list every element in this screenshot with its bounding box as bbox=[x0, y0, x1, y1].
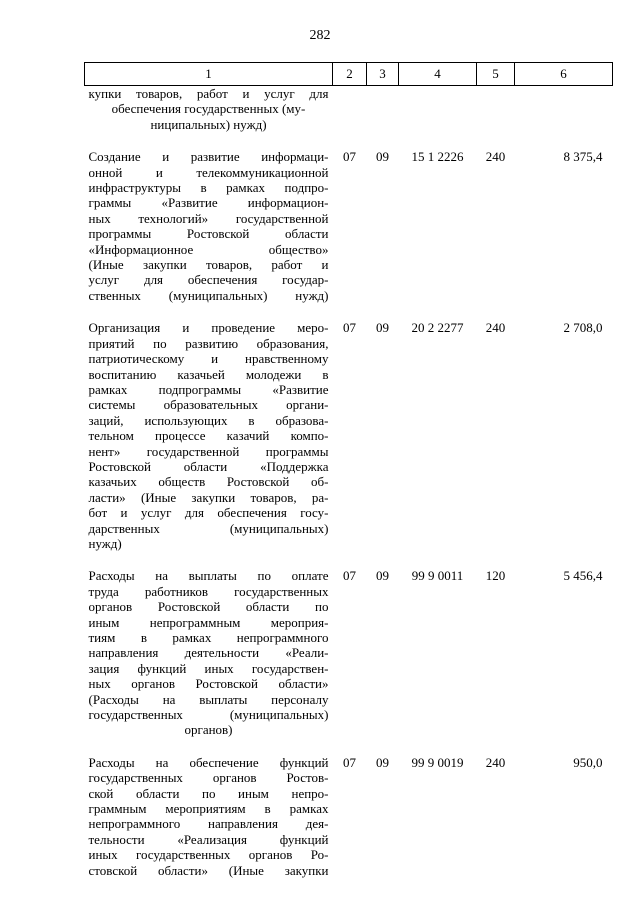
description-line: нент» государственной программы bbox=[88, 443, 329, 459]
row-target-article bbox=[399, 86, 477, 147]
table-body bbox=[85, 86, 613, 893]
row-description bbox=[85, 146, 333, 317]
description-line: иных государственных органов Ро- bbox=[88, 847, 329, 863]
description-line: ных органов Ростовской области» bbox=[88, 676, 329, 692]
row-description bbox=[85, 752, 333, 892]
description-line: ниципальных) нужд) bbox=[150, 116, 267, 132]
header-col-1: 1 bbox=[85, 63, 333, 86]
description-line: дарственных (муниципальных) bbox=[88, 520, 329, 536]
table-header bbox=[85, 63, 613, 86]
row-target-article: 99 9 0011 bbox=[411, 568, 464, 584]
header-col-2: 2 bbox=[333, 63, 367, 86]
row-amount: 950,0 bbox=[573, 754, 603, 770]
page-number: 282 bbox=[309, 28, 331, 43]
header-col-3: 3 bbox=[367, 63, 399, 86]
row-subsection: 09 bbox=[376, 754, 389, 770]
description-line: направления деятельности «Реали- bbox=[88, 645, 329, 661]
row-subsection: 09 bbox=[376, 149, 389, 165]
description-line: заций, использующих в образова- bbox=[88, 412, 329, 428]
header-col-4: 4 bbox=[399, 63, 477, 86]
description-line: Организация и проведение меро- bbox=[88, 320, 329, 336]
description-line: граммы «Развитие информацион- bbox=[88, 195, 329, 211]
row-section: 07 bbox=[343, 568, 356, 584]
description-line: программы Ростовской области bbox=[88, 226, 329, 242]
description-line: тельности «Реализация функций bbox=[88, 831, 329, 847]
description-line: приятий по развитию образования, bbox=[88, 335, 329, 351]
row-subsection bbox=[367, 86, 399, 147]
description-line: иным непрограммным мероприя- bbox=[88, 614, 329, 630]
row-description bbox=[85, 86, 333, 147]
description-line: системы образовательных органи- bbox=[88, 397, 329, 413]
row-target-article: 20 2 2277 bbox=[411, 320, 464, 336]
row-section: 07 bbox=[343, 320, 356, 336]
header-col-5: 5 bbox=[477, 63, 515, 86]
row-expense-type: 240 bbox=[485, 320, 506, 336]
description-line: тиям в рамках непрограммного bbox=[88, 630, 329, 645]
description-line: нужд) bbox=[88, 535, 122, 551]
description-line: казачьих обществ Ростовской об- bbox=[88, 474, 329, 490]
header-col-6: 6 bbox=[515, 63, 613, 86]
description-line: патриотическому и нравственному bbox=[88, 351, 329, 367]
row-subsection: 09 bbox=[376, 568, 389, 584]
description-line: (Расходы на выплаты персоналу bbox=[88, 691, 329, 707]
row-section: 07 bbox=[343, 754, 356, 770]
row-expense-type: 120 bbox=[485, 568, 506, 584]
budget-table bbox=[84, 62, 613, 892]
row-description bbox=[85, 565, 333, 751]
row-description bbox=[85, 317, 333, 565]
description-line: Ростовской области «Поддержка bbox=[88, 458, 329, 474]
description-line: воспитанию казачьей молодежи в bbox=[88, 366, 329, 382]
header-row bbox=[85, 63, 613, 86]
description-line: органов Ростовской области по bbox=[88, 599, 329, 615]
description-line: услуг для обеспечения государ- bbox=[88, 272, 329, 288]
description-line: ласти» (Иные закупки товаров, ра- bbox=[88, 489, 329, 505]
row-section bbox=[333, 86, 367, 147]
row-target-article: 15 1 2226 bbox=[411, 149, 464, 165]
description-line: купки товаров, работ и услуг для bbox=[88, 86, 329, 101]
description-line: обеспечения государственных (му- bbox=[111, 101, 306, 117]
table-row bbox=[85, 146, 613, 317]
table-row bbox=[85, 86, 613, 147]
table-row bbox=[85, 565, 613, 751]
description-line: органов) bbox=[184, 722, 233, 738]
row-amount bbox=[515, 86, 613, 147]
description-line: онной и телекоммуникационной bbox=[88, 164, 329, 180]
description-line: Расходы на обеспечение функций bbox=[88, 754, 329, 770]
description-line: рамках подпрограммы «Развитие bbox=[88, 381, 329, 397]
description-line: тельном процессе казачий компо- bbox=[88, 428, 329, 444]
row-amount: 5 456,4 bbox=[563, 568, 603, 584]
description-line: инфраструктуры в рамках подпро- bbox=[88, 180, 329, 196]
description-line: зация функций иных государствен- bbox=[88, 660, 329, 676]
row-expense-type: 240 bbox=[485, 754, 506, 770]
row-amount: 8 375,4 bbox=[563, 149, 603, 165]
table-row bbox=[85, 317, 613, 565]
description-line: государственных органов Ростов- bbox=[88, 770, 329, 786]
description-line: труда работников государственных bbox=[88, 583, 329, 599]
description-line: непрограммного направления дея- bbox=[88, 816, 329, 832]
description-line: (Иные закупки товаров, работ и bbox=[88, 257, 329, 273]
description-line: государственных (муниципальных) bbox=[88, 707, 329, 723]
description-line: ных технологий» государственной bbox=[88, 210, 329, 226]
description-line: Расходы на выплаты по оплате bbox=[88, 568, 329, 584]
row-expense-type bbox=[477, 86, 515, 147]
description-line: «Информационное общество» bbox=[88, 241, 329, 257]
description-line: ственных (муниципальных) нужд) bbox=[88, 287, 329, 303]
description-line: ской области по иным непро- bbox=[88, 785, 329, 801]
description-line: стовской области» (Иные закупки bbox=[88, 862, 329, 878]
description-line: граммным мероприятиям в рамках bbox=[88, 801, 329, 817]
row-target-article: 99 9 0019 bbox=[411, 754, 464, 770]
description-line: бот и услуг для обеспечения госу- bbox=[88, 505, 329, 521]
description-line: Создание и развитие информаци- bbox=[88, 149, 329, 165]
row-expense-type: 240 bbox=[485, 149, 506, 165]
table-row bbox=[85, 752, 613, 892]
row-subsection: 09 bbox=[376, 320, 389, 336]
row-amount: 2 708,0 bbox=[563, 320, 603, 336]
row-section: 07 bbox=[343, 149, 356, 165]
